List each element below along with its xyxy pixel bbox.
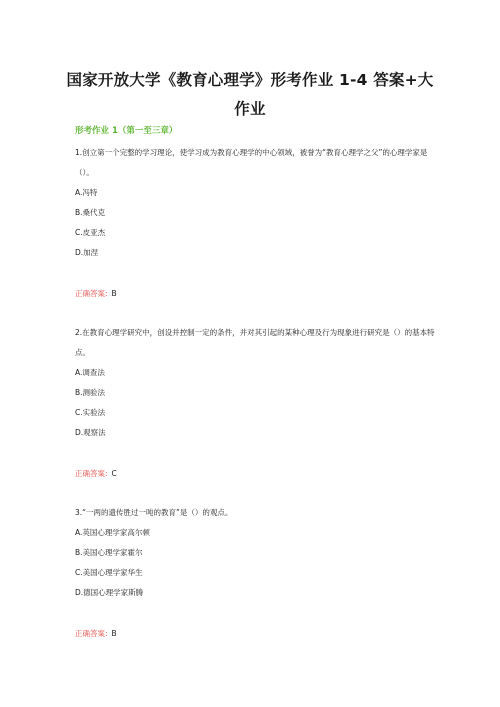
option-d: D.观察法 (75, 428, 106, 437)
answer-line-3 (75, 628, 117, 640)
option-c: C.实验法 (75, 408, 106, 417)
answer-value: B (111, 289, 117, 298)
option-b: B.桑代克 (75, 208, 106, 217)
answer-line-2 (75, 468, 117, 480)
answer-label: 正确答案: (75, 469, 108, 478)
question-1 (75, 143, 435, 263)
answer-label: 正确答案: (75, 629, 108, 638)
option-d: D.德国心理学家斯腾 (75, 588, 144, 597)
option-c: C.皮亚杰 (75, 228, 106, 237)
answer-value: C (111, 469, 117, 478)
question-stem: 2.在教育心理学研究中，创设并控制一定的条件，并对其引起的某种心理及行为现象进行研究是（）的基本特点。 (75, 328, 435, 357)
document-title: 国家开放大学《教育心理学》形考作业 1-4 答案+大作业 (66, 71, 434, 118)
option-d: D.加涅 (75, 248, 99, 257)
option-c: C.美国心理学家华生 (75, 568, 143, 577)
option-b: B.测验法 (75, 388, 106, 397)
option-a: A.英国心理学家高尔顿 (75, 528, 150, 537)
answer-value: B (111, 629, 117, 638)
option-a: A.调查法 (75, 368, 105, 377)
question-stem: 3.“一两的遗传胜过一吨的教育”是（）的观点。 (75, 508, 233, 517)
section-heading: 形考作业 1（第一至三章） (75, 126, 178, 136)
answer-line-1 (75, 288, 117, 300)
option-a: A.冯特 (75, 188, 98, 197)
option-b: B.美国心理学家霍尔 (75, 548, 143, 557)
question-3 (75, 503, 435, 603)
question-2 (75, 323, 435, 443)
answer-label: 正确答案: (75, 289, 108, 298)
question-stem: 1.创立第一个完整的学习理论，使学习成为教育心理学的中心领域，被誉为“教育心理学之父”的心理学家是（）。 (75, 148, 428, 177)
